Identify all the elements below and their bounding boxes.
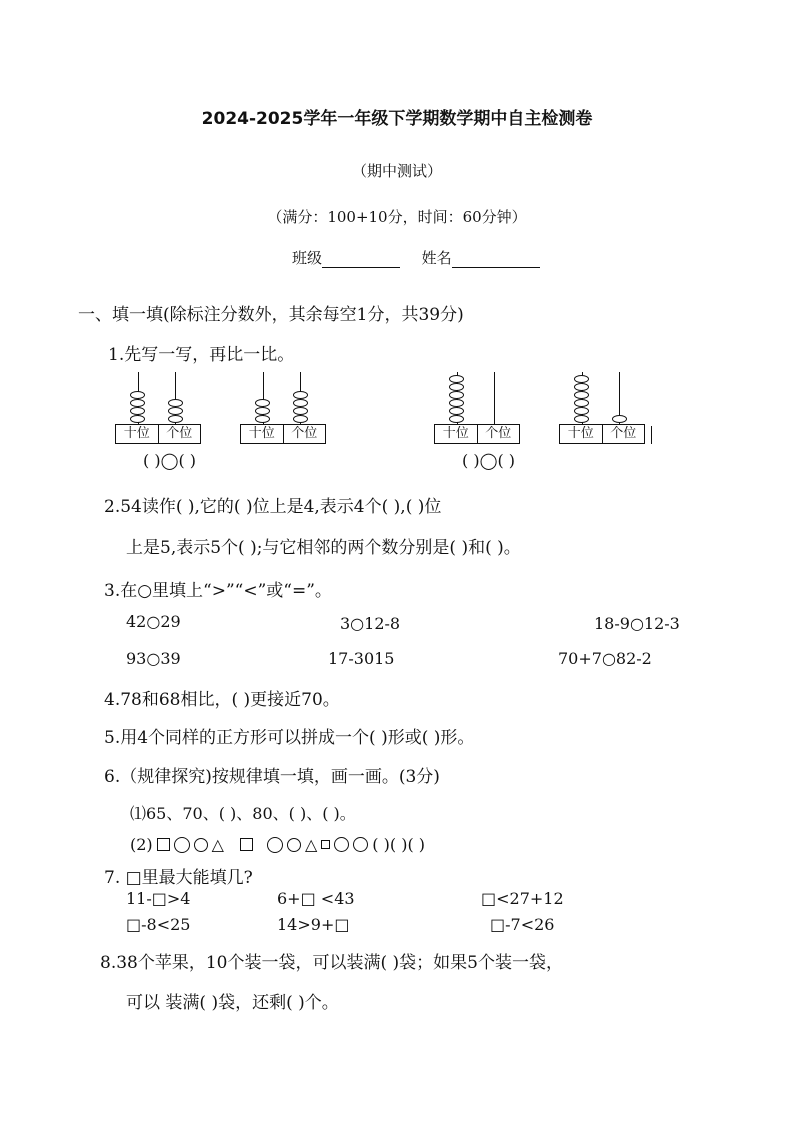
question-6: 6.（规律探究)按规律填一填，画一画。(3分) xyxy=(104,767,440,787)
compare-right[interactable]: ( )◯( ) xyxy=(462,451,516,470)
triangle-shape: △ xyxy=(304,835,318,854)
question-7: 7. □里最大能填几? xyxy=(104,868,253,888)
abacus-bead xyxy=(293,407,308,415)
ones-label: 个位 xyxy=(477,425,520,443)
compare-item[interactable]: 70+7○82-2 xyxy=(558,649,652,668)
tens-label: 十位 xyxy=(123,426,150,441)
abacus-base xyxy=(240,424,326,444)
small-square-shape xyxy=(321,840,330,849)
question-6-part-2 xyxy=(130,835,425,854)
abacus-bead xyxy=(168,399,183,407)
abacus-bead xyxy=(168,415,183,423)
pattern-blanks[interactable]: ( )( )( ) xyxy=(372,835,426,854)
section-heading: 一、填一填(除标注分数外，其余每空1分，共39分) xyxy=(78,305,464,325)
abacus-bead xyxy=(449,399,464,407)
question-5: 5.用4个同样的正方形可以拼成一个( )形或( )形。 xyxy=(104,728,475,748)
ones-label: 个位 xyxy=(283,425,326,443)
class-blank[interactable] xyxy=(322,251,400,268)
compare-item[interactable]: 93○39 xyxy=(126,649,181,668)
page-title: 2024-2025学年一年级下学期数学期中自主检测卷 xyxy=(201,109,593,129)
abacus-bead xyxy=(449,415,464,423)
fill-item[interactable]: □<27+12 xyxy=(481,889,564,908)
abacus-bead xyxy=(612,415,627,423)
stray-mark xyxy=(651,426,652,444)
abacus-bead xyxy=(130,415,145,423)
fill-item[interactable]: □-8<25 xyxy=(126,915,191,934)
square-shape xyxy=(157,838,170,851)
question-3: 3.在○里填上“>”“<”或“=”。 xyxy=(104,581,332,601)
square-shape xyxy=(240,838,253,851)
abacus-bead xyxy=(449,375,464,383)
abacus-bead xyxy=(255,399,270,407)
question-1: 1.先写一写，再比一比。 xyxy=(108,345,295,365)
class-label: 班级 xyxy=(292,249,323,267)
question-4: 4.78和68相比，( )更接近70。 xyxy=(104,690,340,710)
compare-left[interactable]: ( )◯( ) xyxy=(143,451,197,470)
circle-shape xyxy=(334,837,349,852)
abacus-bead xyxy=(255,415,270,423)
question-8-line-2: 可以 装满( )袋，还剩( )个。 xyxy=(126,993,339,1013)
circle-shape xyxy=(353,837,368,852)
tens-label: 十位 xyxy=(248,426,275,441)
name-label: 姓名 xyxy=(421,249,452,267)
abacus-bead xyxy=(449,391,464,399)
abacus-bead xyxy=(574,399,589,407)
compare-item[interactable]: 17-3015 xyxy=(328,649,395,668)
ones-rod xyxy=(494,372,495,424)
question-8-line-1: 8.38个苹果，10个装一袋，可以装满( )袋；如果5个装一袋， xyxy=(100,953,563,973)
abacus-bead xyxy=(574,407,589,415)
abacus-bead xyxy=(168,407,183,415)
abacus-base xyxy=(559,424,645,444)
abacus-bead xyxy=(574,391,589,399)
fill-item[interactable]: □-7<26 xyxy=(490,915,555,934)
abacus-bead xyxy=(130,391,145,399)
tens-label: 十位 xyxy=(567,426,594,441)
student-info-line xyxy=(292,247,540,268)
abacus-bead xyxy=(293,415,308,423)
question-6-part-1: ⑴65、70、( )、80、( )、( )。 xyxy=(130,804,356,823)
name-blank[interactable] xyxy=(452,251,540,268)
compare-item[interactable]: 42○29 xyxy=(126,612,181,631)
fill-item[interactable]: 14>9+□ xyxy=(277,915,350,934)
abacus-bead xyxy=(574,383,589,391)
abacus-bead xyxy=(293,399,308,407)
abacus-bead xyxy=(293,391,308,399)
ones-label: 个位 xyxy=(158,425,201,443)
question-2-line-2: 上是5,表示5个( );与它相邻的两个数分别是( )和( )。 xyxy=(126,538,521,558)
compare-item[interactable]: 18-9○12-3 xyxy=(594,614,680,633)
abacus-bead xyxy=(449,407,464,415)
compare-item[interactable]: 3○12-8 xyxy=(340,614,401,633)
abacus-base xyxy=(115,424,201,444)
abacus-bead xyxy=(574,375,589,383)
question-2-line-1: 2.54读作( ),它的( )位上是4,表示4个( ),( )位 xyxy=(104,497,442,517)
abacus-bead xyxy=(130,399,145,407)
small-circle-shape xyxy=(287,838,301,852)
abacus-bead xyxy=(449,383,464,391)
page-subtitle: （期中测试） xyxy=(351,162,442,180)
part-2-label: (2) xyxy=(130,835,153,854)
exam-info: （满分：100+10分，时间：60分钟） xyxy=(267,208,527,226)
fill-item[interactable]: 11-□>4 xyxy=(126,889,191,908)
ones-label: 个位 xyxy=(602,425,645,443)
abacus-bead xyxy=(130,407,145,415)
tens-label: 十位 xyxy=(442,426,469,441)
circle-shape xyxy=(174,837,190,853)
abacus-base xyxy=(434,424,520,444)
abacus-bead xyxy=(574,415,589,423)
abacus-bead xyxy=(255,407,270,415)
circle-shape xyxy=(267,837,283,853)
triangle-shape: △ xyxy=(211,835,224,854)
fill-item[interactable]: 6+□ <43 xyxy=(277,889,355,908)
small-circle-shape xyxy=(194,838,208,852)
